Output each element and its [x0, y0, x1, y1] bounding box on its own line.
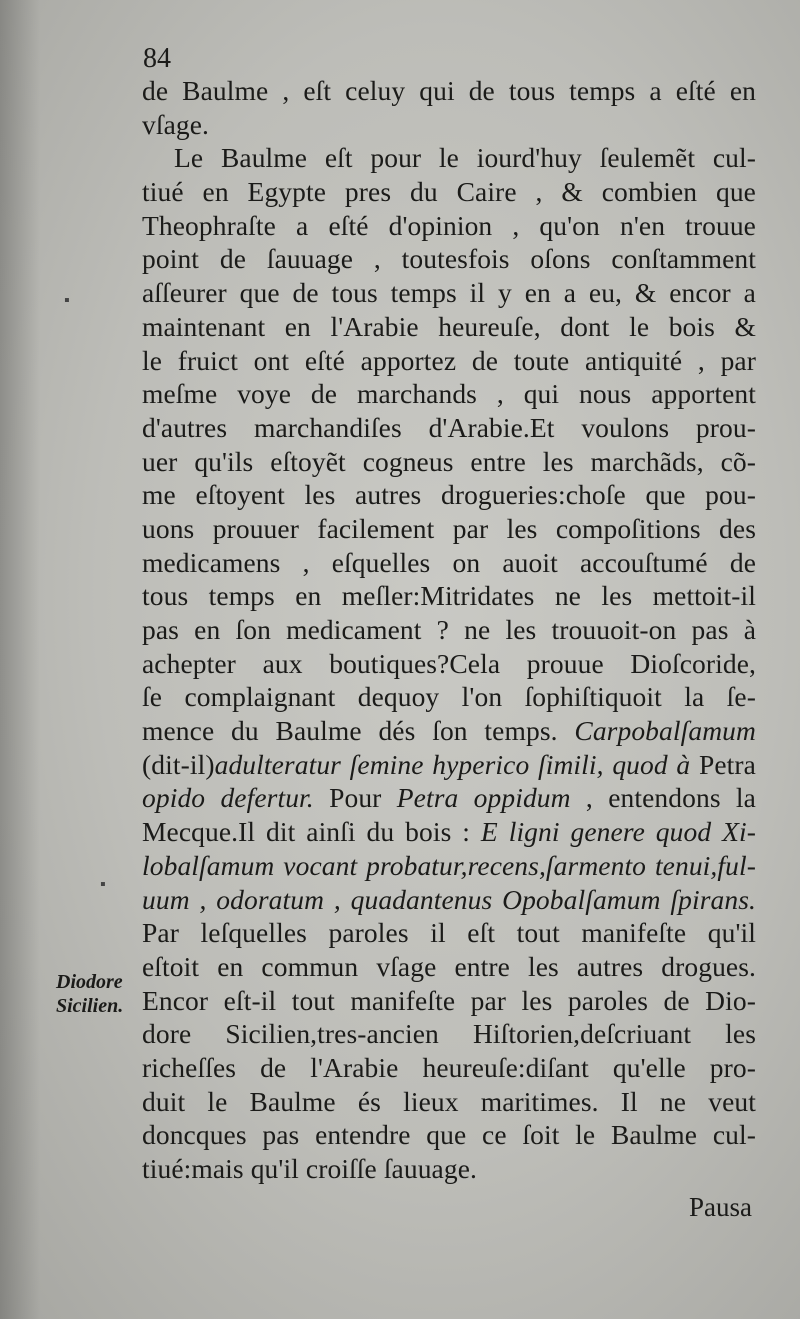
text-line	[142, 175, 756, 209]
text-line	[142, 714, 756, 748]
text-line	[142, 512, 756, 546]
text-segment: tiué en Egypte pres du Caire , & combien que	[142, 176, 756, 208]
text-line	[142, 815, 756, 849]
text-segment: Petra	[698, 748, 756, 780]
italic-text: opido defertur.	[142, 782, 314, 814]
text-segment: me eſtoyent les autres drogueries:choſe que pou-	[142, 479, 756, 511]
text-segment: ſe complaignant dequoy l'on ſophiſtiquoit la ſe-	[142, 681, 756, 713]
text-line	[142, 1085, 756, 1119]
text-line	[142, 984, 756, 1018]
text-line	[142, 141, 756, 175]
text-segment: vſage.	[142, 108, 210, 140]
text-line	[142, 478, 756, 512]
text-line	[142, 74, 756, 108]
text-segment: doncques pas entendre que ce ſoit le Baulme cul-	[142, 1119, 756, 1151]
text-line	[142, 1017, 756, 1051]
text-segment: Pour	[313, 782, 397, 814]
text-line	[142, 310, 756, 344]
text-line	[142, 344, 756, 378]
text-line	[142, 748, 756, 782]
italic-text: uum , odoratum , quadantenus Opobalſamum ſpirans.	[142, 883, 756, 915]
catchword: Pausa	[689, 1192, 752, 1222]
text-line	[142, 209, 756, 243]
italic-text: Carpobalſamum	[574, 715, 756, 747]
margin-mark: ▪	[64, 292, 70, 309]
text-line	[142, 680, 756, 714]
text-segment: Encor eſt-il tout manifeſte par les paroles de Dio-	[142, 984, 756, 1016]
text-line	[142, 916, 756, 950]
text-line	[142, 647, 756, 681]
text-line	[142, 613, 756, 647]
text-segment: meſme voye de marchands , qui nous apportent	[142, 378, 756, 410]
text-segment: point de ſauuage , toutesfois oſons conſtamment	[142, 243, 756, 275]
text-line	[142, 377, 756, 411]
italic-text: Petra oppidum	[396, 782, 571, 814]
page-edge-shadow	[0, 0, 40, 1319]
italic-text: adulteratur ſemine hyperico ſimili, quod à	[214, 748, 699, 780]
text-segment: Le Baulme eſt pour le iourd'huy ſeulemẽt cul-	[174, 142, 756, 174]
text-line	[142, 950, 756, 984]
italic-text: lobalſamum vocant probatur,recens,ſarmento tenui,ful-	[142, 849, 756, 881]
text-line	[142, 883, 756, 917]
text-line	[142, 108, 756, 142]
text-segment: achepter aux boutiques?Cela prouue Dioſcoride,	[142, 647, 756, 679]
text-segment: aſſeurer que de tous temps il y en a eu, & encor a	[142, 277, 756, 309]
text-segment: eſtoit en commun vſage entre les autres drogues.	[142, 950, 756, 982]
text-segment: duit le Baulme és lieux maritimes. Il ne veut	[142, 1085, 756, 1117]
text-segment: maintenant en l'Arabie heureuſe, dont le bois &	[142, 310, 756, 342]
margin-mark: ▪	[100, 876, 106, 893]
text-segment: uons prouuer facilement par les compoſitions des	[142, 512, 756, 544]
text-segment: (dit-il)	[142, 748, 215, 780]
text-line	[142, 849, 756, 883]
text-line	[142, 546, 756, 580]
text-segment: mence du Baulme dés ſon temps.	[142, 715, 575, 747]
margin-note	[56, 970, 123, 1018]
text-line	[142, 1051, 756, 1085]
text-segment: Mecque.Il dit ainſi du bois :	[142, 816, 481, 848]
text-segment: le fruict ont eſté apportez de toute antiquité , par	[142, 344, 756, 376]
text-segment: richeſſes de l'Arabie heureuſe:diſant qu'elle pro-	[142, 1051, 756, 1083]
text-segment: tous temps en meſler:Mitridates ne les mettoit-il	[142, 580, 756, 612]
text-segment: uer qu'ils eſtoyẽt cogneus entre les marchãds, cõ-	[142, 445, 756, 477]
text-segment: , entendons la	[570, 782, 756, 814]
italic-text: E ligni genere quod Xi-	[480, 816, 756, 848]
text-line	[142, 579, 756, 613]
text-line	[142, 411, 756, 445]
page-text-body	[142, 74, 756, 1186]
text-segment: pas en ſon medicament ? ne les trouuoit-on pas à	[142, 614, 756, 645]
page-number: 84	[143, 43, 171, 74]
margin-note-line: Diodore	[56, 971, 123, 993]
text-line	[142, 242, 756, 276]
text-segment: de Baulme , eſt celuy qui de tous temps a eſté en	[142, 75, 756, 106]
text-segment: Theophraſte a eſté d'opinion , qu'on n'en trouue	[142, 209, 756, 241]
text-line	[142, 276, 756, 310]
text-line	[142, 1118, 756, 1152]
text-line	[142, 1152, 756, 1186]
text-segment: d'autres marchandiſes d'Arabie.Et voulons prou-	[142, 411, 756, 443]
text-segment: medicamens , eſquelles on auoit accouſtumé de	[142, 546, 756, 578]
text-line	[142, 445, 756, 479]
text-segment: tiué:mais qu'il croiſſe ſauuage.	[142, 1153, 477, 1184]
text-line	[142, 781, 756, 815]
text-segment: dore Sicilien,tres-ancien Hiſtorien,deſcriuant les	[142, 1018, 756, 1050]
margin-note-line: Sicilien.	[56, 995, 124, 1017]
text-segment: Par leſquelles paroles il eſt tout manifeſte qu'il	[142, 917, 756, 949]
